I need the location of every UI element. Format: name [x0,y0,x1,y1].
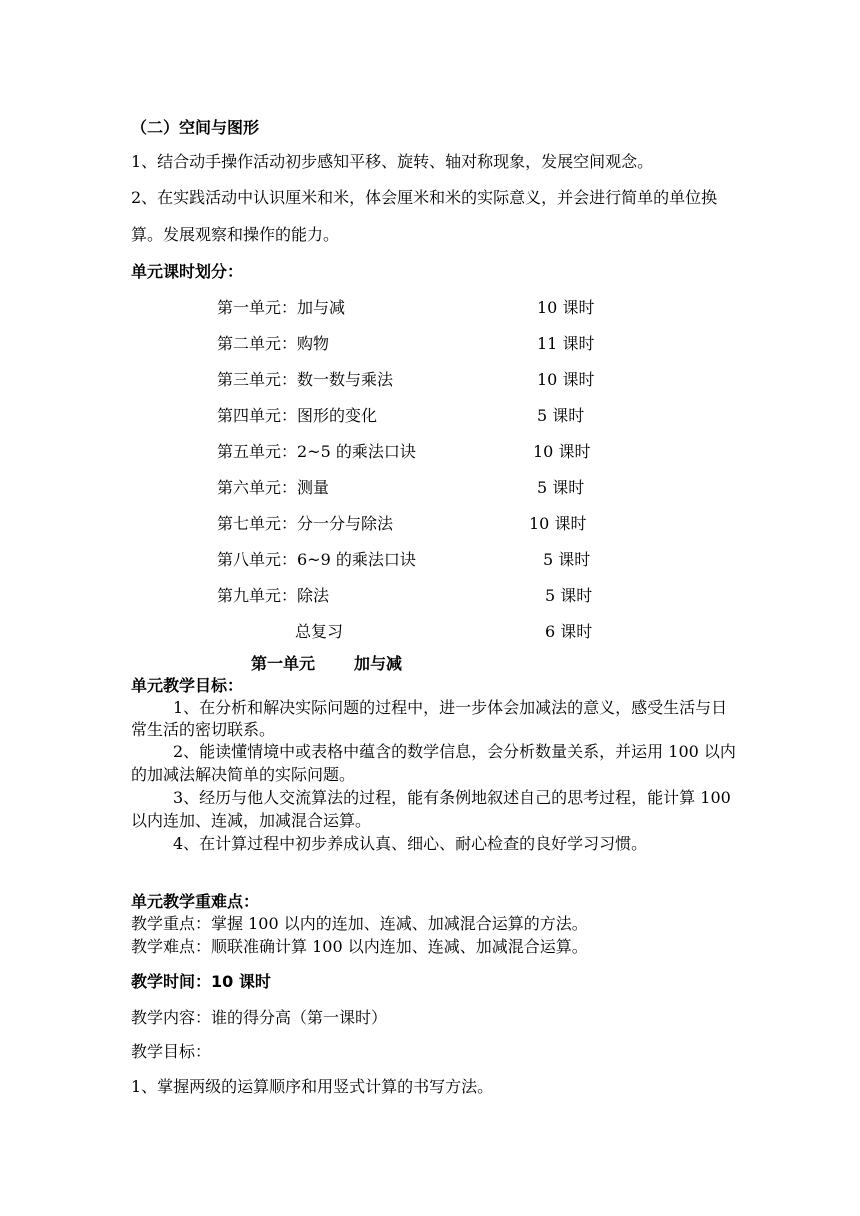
schedule-unit-hours: 5 课时 [543,550,591,569]
schedule-unit-name: 第五单元：2~5 的乘法口诀 [217,442,416,461]
schedule-unit-name: 第四单元：图形的变化 [217,406,378,425]
schedule-unit-hours: 11 课时 [537,334,595,353]
schedule-unit-hours: 10 课时 [537,298,595,317]
schedule-unit-name: 第三单元：数一数与乘法 [217,370,394,389]
schedule-unit-hours: 5 课时 [537,478,585,497]
unit1-title-name: 加与减 [354,654,403,673]
schedule-unit-hours: 10 课时 [529,514,587,533]
unit-goal-3-line-1: 3、经历与他人交流算法的过程，能有条例地叙述自己的思考过程，能计算 100 [173,788,731,807]
schedule-review-hours: 6 课时 [545,622,593,641]
space-goal-2-line-1: 2、在实践活动中认识厘米和米，体会厘米和米的实际意义，并会进行简单的单位换 [131,188,718,207]
unit-goal-2-line-2: 的加减法解决简单的实际问题。 [131,765,356,784]
key-points-heading: 单元教学重难点： [131,892,260,911]
unit-goal-1-line-1: 1、在分析和解决实际问题的过程中，进一步体会加减法的意义，感受生活与日 [173,698,728,717]
lesson-goals-heading: 教学目标： [131,1042,212,1061]
schedule-unit-name: 第八单元：6~9 的乘法口诀 [217,550,416,569]
key-point: 教学重点：掌握 100 以内的连加、连减、加减混合运算的方法。 [131,914,588,933]
schedule-unit-name: 第一单元：加与减 [217,298,346,317]
teaching-time: 教学时间：10 课时 [131,972,271,991]
difficult-point: 教学难点：顺联准确计算 100 以内连加、连减、加减混合运算。 [131,937,588,956]
unit-goal-4: 4、在计算过程中初步养成认真、细心、耐心检查的良好学习习惯。 [173,834,648,853]
unit-goals-heading: 单元教学目标： [131,676,244,695]
schedule-review-name: 总复习 [295,622,344,641]
unit-goal-3-line-2: 以内连加、连减，加减混合运算。 [131,811,372,830]
unit-goal-2-line-1: 2、能读懂情境中或表格中蕴含的数学信息，会分析数量关系，并运用 100 以内 [173,742,736,761]
space-goal-2-line-2: 算。发展观察和操作的能力。 [131,225,340,244]
schedule-unit-hours: 5 课时 [537,406,585,425]
schedule-unit-name: 第七单元：分一分与除法 [217,514,394,533]
schedule-unit-name: 第六单元：测量 [217,478,330,497]
teaching-content: 教学内容：谁的得分高（第一课时） [131,1008,388,1027]
schedule-heading: 单元课时划分： [131,262,244,281]
schedule-unit-hours: 10 课时 [537,370,595,389]
schedule-unit-hours: 5 课时 [545,586,593,605]
section-heading-space: （二）空间与图形 [131,118,260,137]
lesson-goal-1: 1、掌握两级的运算顺序和用竖式计算的书写方法。 [131,1077,494,1096]
schedule-unit-name: 第二单元：购物 [217,334,330,353]
unit1-title-number: 第一单元 [251,654,316,673]
unit-goal-1-line-2: 常生活的密切联系。 [131,720,276,739]
schedule-unit-hours: 10 课时 [533,442,591,461]
schedule-unit-name: 第九单元：除法 [217,586,330,605]
space-goal-1: 1、结合动手操作活动初步感知平移、旋转、轴对称现象，发展空间观念。 [131,152,654,171]
